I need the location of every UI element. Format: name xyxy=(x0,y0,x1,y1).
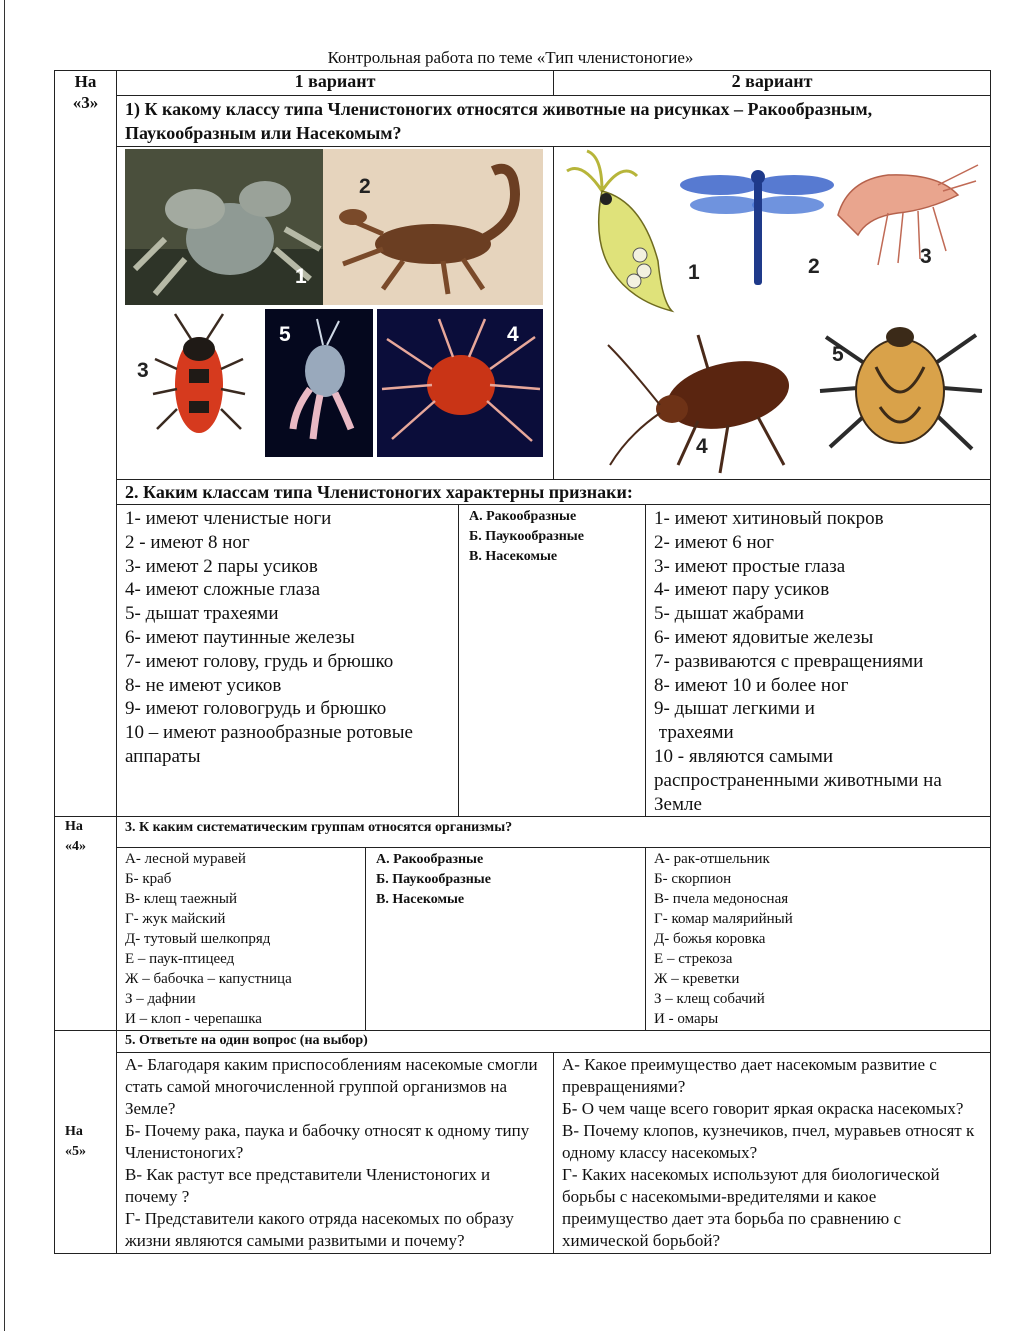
list-item: Д- тутовый шелкопряд xyxy=(125,931,271,948)
variant-2-header: 2 вариант xyxy=(554,71,991,96)
list-item: 5- дышат трахеями xyxy=(125,603,279,625)
list-item: 10 – имеют разнообразные ротовые xyxy=(125,722,413,744)
question-item: Г- Каких насекомых используют для биологической борьбы с насекомыми-вредителями и какое преимущество дает эта борьба по сравнению с химической борьбой? xyxy=(562,1165,940,1251)
cockroach-number: 4 xyxy=(696,435,708,458)
list-item: 6- имеют ядовитые железы xyxy=(654,626,874,648)
level-5-line1: На xyxy=(65,1124,83,1140)
list-item: З – клещ собачий xyxy=(654,991,765,1008)
list-item: И – клоп - черепашка xyxy=(125,1011,262,1028)
daphnia-photo-number: 5 xyxy=(279,323,291,346)
list-item: 7- имеют голову, грудь и брюшко xyxy=(125,650,394,672)
question-item: А- Какое преимущество дает насекомым развитие с превращениями? xyxy=(562,1055,937,1097)
list-item: трахеями xyxy=(654,722,734,744)
list-item: 9- дышат легкими и xyxy=(654,698,815,720)
list-item: 2 - имеют 8 ног xyxy=(125,531,250,553)
shrimp-number: 3 xyxy=(920,245,932,268)
list-item: Е – стрекоза xyxy=(654,951,733,968)
list-item: 4- имеют пару усиков xyxy=(654,579,830,601)
question-2: 2. Каким классам типа Членистоногих характерны признаки: xyxy=(117,480,991,505)
list-item: В- пчела медоносная xyxy=(654,891,789,908)
list-item: 1- имеют хитиновый покров xyxy=(654,508,884,529)
dragonfly-drawing xyxy=(680,163,836,287)
list-item: 10 - являются самыми xyxy=(654,745,834,767)
class-item: Б. Паукообразные xyxy=(469,529,584,544)
dragonfly-number: 2 xyxy=(808,255,820,278)
level-5-cell xyxy=(55,1031,117,1254)
red-mite-number: 4 xyxy=(507,323,519,346)
red-bug-number: 3 xyxy=(137,359,149,382)
crab-photo xyxy=(125,149,323,305)
red-bug-photo xyxy=(125,309,263,457)
level-4-line2: «4» xyxy=(65,839,86,855)
variant-2-pictures xyxy=(554,147,991,480)
question-3: 3. К каким систематическим группам относятся организмы? xyxy=(117,817,991,848)
list-item: Г- комар малярийный xyxy=(654,911,793,928)
crab-number: 1 xyxy=(295,265,307,288)
question-item: А- Благодаря каким приспособлениям насекомые смогли стать самой многочисленной группой организмов на Земле? xyxy=(125,1055,538,1119)
list-item: Ж – бабочка – капустница xyxy=(125,971,292,988)
question-5: 5. Ответьте на один вопрос (на выбор) xyxy=(117,1031,991,1053)
q3-variant-1-list xyxy=(117,848,366,1031)
list-item: 6- имеют паутинные железы xyxy=(125,626,355,648)
question-1: 1) К какому классу типа Членистоногих относятся животные на рисунках – Ракообразным, Паукообразным или Насекомым? xyxy=(117,96,991,147)
q2-variant-1-list xyxy=(117,505,459,817)
page-edge-line xyxy=(4,0,5,1331)
list-item: И - омары xyxy=(654,1011,719,1028)
level-4-line1: На xyxy=(65,819,83,835)
class-item: А. Ракообразные xyxy=(469,509,577,524)
list-item: 5- дышат жабрами xyxy=(654,603,805,625)
daphnia-drawing-number: 1 xyxy=(688,261,700,284)
tick-drawing xyxy=(816,307,984,465)
q3-variant-2-list xyxy=(646,848,991,1031)
list-item: В- клещ таежный xyxy=(125,891,238,908)
level-4-cell xyxy=(55,817,117,1031)
list-item: Д- божья коровка xyxy=(654,931,766,948)
list-item: Б- краб xyxy=(125,871,172,888)
question-item: Г- Представители какого отряда насекомых по образу жизни являются самыми развитыми и почему? xyxy=(125,1209,514,1251)
list-item: 1- имеют членистые ноги xyxy=(125,508,332,529)
q2-classes xyxy=(459,505,646,817)
list-item: Земле xyxy=(654,793,702,815)
q2-variant-2-list xyxy=(646,505,991,817)
scorpion-photo xyxy=(323,149,543,305)
list-item: 4- имеют сложные глаза xyxy=(125,579,321,601)
page-title: Контрольная работа по теме «Тип членистоногие» xyxy=(327,48,694,67)
level-3-line2: «3» xyxy=(72,93,99,112)
class-item: А. Ракообразные xyxy=(376,852,484,868)
variant-1-header: 1 вариант xyxy=(117,71,554,96)
list-item: Б- скорпион xyxy=(654,871,732,888)
list-item: З – дафнии xyxy=(125,991,196,1008)
question-item: В- Как растут все представители Членистоногих и почему ? xyxy=(125,1165,491,1207)
q5-variant-2 xyxy=(554,1053,991,1254)
question-item: Б- Почему рака, паука и бабочку относят к одному типу Членистоногих? xyxy=(125,1121,530,1163)
list-item: А- рак-отшельник xyxy=(654,851,770,868)
level-5-line2: «5» xyxy=(65,1144,86,1160)
list-item: 3- имеют 2 пары усиков xyxy=(125,555,318,577)
test-table xyxy=(54,70,991,1254)
list-item: 3- имеют простые глаза xyxy=(654,555,846,577)
shrimp-drawing xyxy=(828,155,978,273)
list-item: 7- развиваются с превращениями xyxy=(654,650,924,672)
scorpion-number: 2 xyxy=(359,175,371,198)
question-item: Б- О чем чаще всего говорит яркая окраска насекомых? xyxy=(562,1099,964,1119)
tick-number: 5 xyxy=(832,343,844,366)
cockroach-drawing xyxy=(608,325,804,475)
list-item: распространенными животными на xyxy=(654,769,942,791)
list-item: 2- имеют 6 ног xyxy=(654,531,774,553)
level-3-line1: На xyxy=(74,72,97,91)
list-item: аппараты xyxy=(125,745,201,767)
class-item: Б. Паукообразные xyxy=(376,872,491,888)
variant-1-pictures xyxy=(117,147,554,480)
daphnia-photo xyxy=(265,309,373,457)
list-item: Ж – креветки xyxy=(654,971,740,988)
class-item: В. Насекомые xyxy=(376,892,465,908)
list-item: Е – паук-птицеед xyxy=(125,951,235,968)
level-3-cell xyxy=(55,71,117,817)
daphnia-drawing xyxy=(562,151,700,323)
class-item: В. Насекомые xyxy=(469,549,558,564)
list-item: 9- имеют головогрудь и брюшко xyxy=(125,698,387,720)
list-item: А- лесной муравей xyxy=(125,851,246,868)
question-item: В- Почему клопов, кузнечиков, пчел, муравьев относят к одному классу насекомых? xyxy=(562,1121,975,1163)
list-item: 8- не имеют усиков xyxy=(125,674,282,696)
q3-classes xyxy=(366,848,646,1031)
q5-variant-1 xyxy=(117,1053,554,1254)
list-item: Г- жук майский xyxy=(125,911,226,928)
list-item: 8- имеют 10 и более ног xyxy=(654,674,849,696)
red-mite-photo xyxy=(377,309,543,457)
